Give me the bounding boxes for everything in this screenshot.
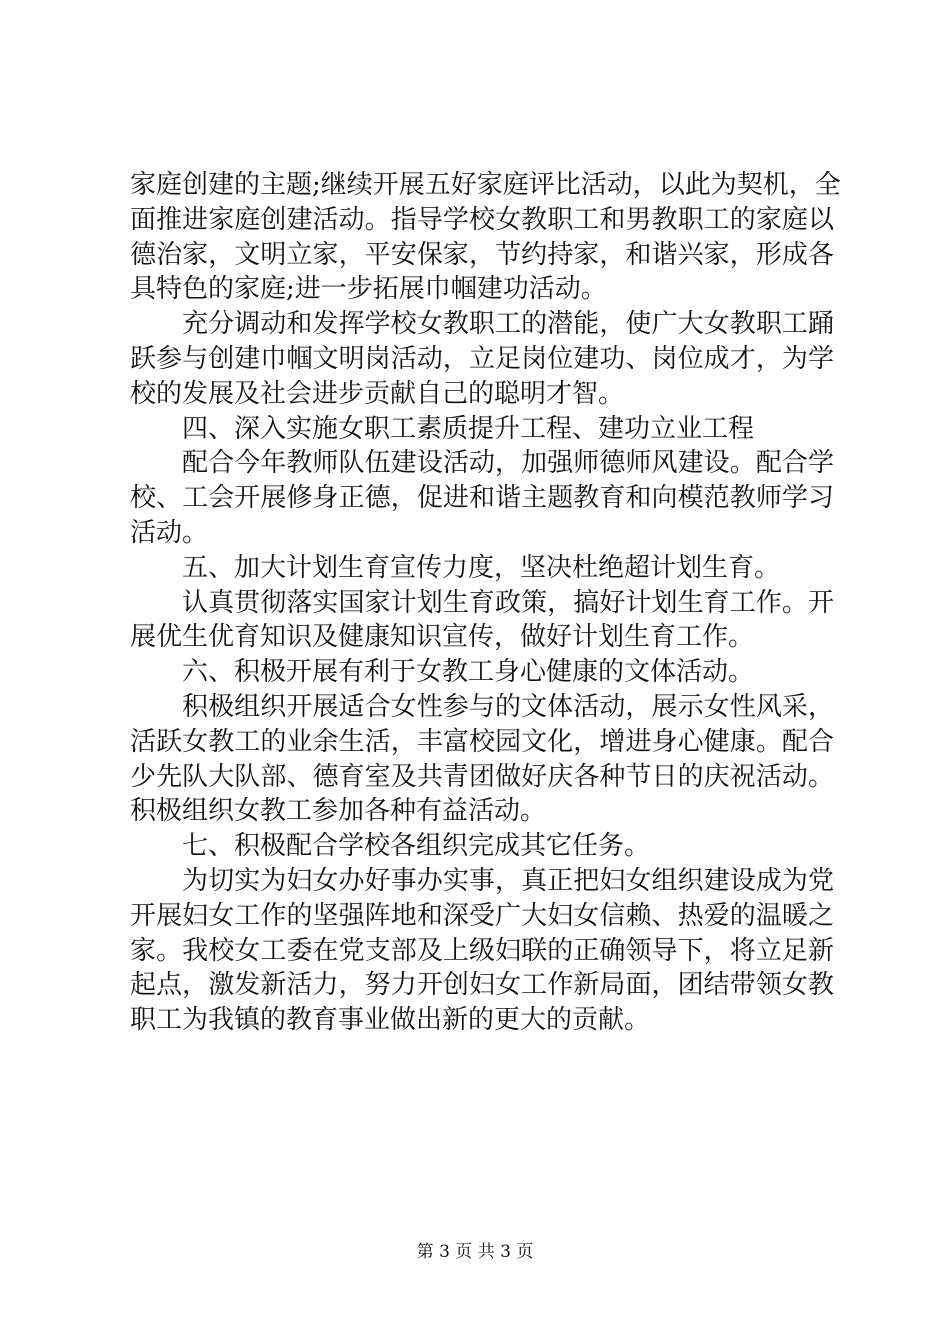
text-line: 积极组织开展适合女性参与的文体活动，展示女性风采，	[182, 691, 834, 722]
text-line: 四、深入实施女职工素质提升工程、建功立业工程	[182, 413, 755, 444]
document-body	[130, 168, 841, 1038]
text-line: 配合今年教师队伍建设活动，加强师德师风建设。配合学	[182, 448, 834, 479]
text-line: 展优生优育知识及健康知识宣传，做好计划生育工作。	[130, 622, 755, 653]
text-line: 德治家，文明立家，平安保家，节约持家，和谐兴家，形成各	[130, 239, 834, 270]
text-line: 五、加大计划生育宣传力度，坚决杜绝超计划生育。	[182, 552, 781, 583]
text-line: 积极组织女教工参加各种有益活动。	[130, 796, 547, 827]
text-line: 为切实为妇女办好事办实事，真正把妇女组织建设成为党	[182, 865, 834, 896]
text-line: 活跃女教工的业余生活，丰富校园文化，增进身心健康。配合	[130, 726, 834, 757]
text-line: 面推进家庭创建活动。指导学校女教职工和男教职工的家庭以	[130, 204, 834, 235]
text-line: 跃参与创建巾帼文明岗活动，立足岗位建功、岗位成才，为学	[130, 343, 834, 374]
text-line: 校、工会开展修身正德，促进和谐主题教育和向模范教师学习	[130, 483, 834, 514]
text-line: 开展妇女工作的坚强阵地和深受广大妇女信赖、热爱的温暖之	[130, 900, 834, 931]
text-line: 职工为我镇的教育事业做出新的更大的贡献。	[130, 1005, 651, 1036]
text-line: 六、积极开展有利于女教工身心健康的文体活动。	[182, 657, 755, 688]
text-line: 具特色的家庭;进一步拓展巾帼建功活动。	[130, 274, 607, 305]
text-line: 起点，激发新活力，努力开创妇女工作新局面，团结带领女教	[130, 970, 834, 1001]
text-line: 活动。	[130, 517, 209, 548]
text-line: 认真贯彻落实国家计划生育政策，搞好计划生育工作。开	[182, 587, 834, 618]
text-line: 少先队大队部、德育室及共青团做好庆各种节日的庆祝活动。	[130, 761, 834, 792]
text-line: 七、积极配合学校各组织完成其它任务。	[182, 831, 651, 862]
text-line: 家。我校女工委在党支部及上级妇联的正确领导下，将立足新	[130, 935, 834, 966]
page-footer: 第 3 页 共 3 页	[416, 1242, 534, 1262]
text-line: 家庭创建的主题;继续开展五好家庭评比活动，以此为契机，全	[130, 170, 841, 200]
text-line: 充分调动和发挥学校女教职工的潜能，使广大女教职工踊	[182, 309, 834, 340]
text-line: 校的发展及社会进步贡献自己的聪明才智。	[130, 378, 625, 409]
